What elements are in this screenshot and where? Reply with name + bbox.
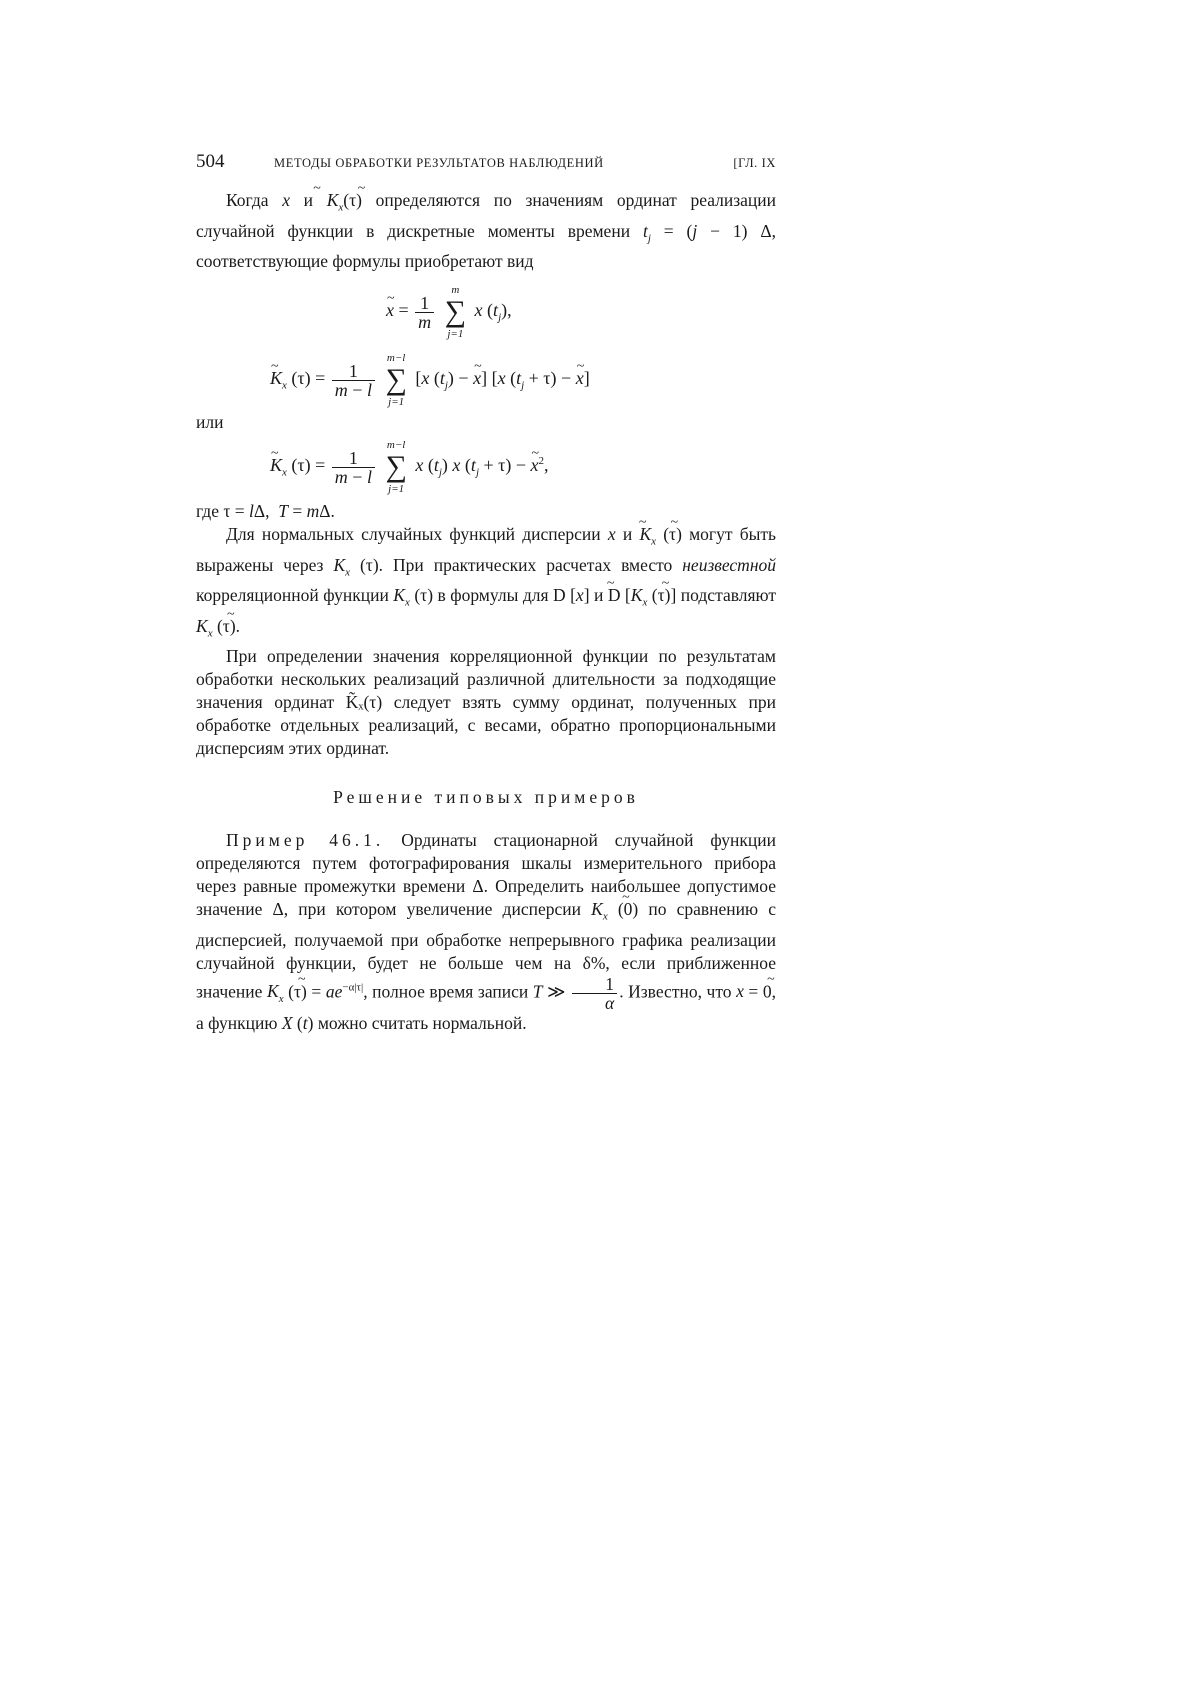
formula-correlation-2: ~ $K_x$ (τ) = $\frac{1}{m - l}$ m−l ∑ j=1 x $(t_j)$ x $(t_j + \tau)$ − ~ $x^2$, [196,434,776,500]
section-title: Решение типовых примеров [333,787,639,807]
paragraph-2: Для нормальных случайных функций дисперсии ~ x и ~ $K_x$ (τ) могут быть выражены через $K_x$ (τ). При практических расчетах вместо неизвестной корреляционной функции $K_x$ (τ) в формулы для D [~ x] и D [~ $K_x$ (τ)] подставляют ~ $K_x$ (τ). [196,523,776,645]
page-number: 504 [196,151,225,172]
example-46-1: Пример 46.1. Ординаты стационарной случайной функции определяются путем фотографирования шкалы измерительного прибора через равные промежутки времени Δ. Определить наибольшее допустимое значение Δ, при котором увеличение дисперсии ~ $K_x$ (0) по сравнению с дисперсией, получаемой при обработке непрерывного графика реализации случайной функции, будет не больше чем на δ%, если приближенное значение ~ $K_x$ $(\tau) = ae^{-\alpha|\tau|}$, полное время записи T ≫ $\frac{1}{\alpha}$ . Известно, что ~ x = 0, а функцию X (t) можно считать нормальной. [196,829,776,1035]
or-label: или [196,412,224,432]
formula-mean: ~ x = $\frac{1}{m}$ m ∑ j=1 x $(t_j)$, [196,273,776,339]
chapter-label: [ГЛ. IX [733,156,776,170]
formula-correlation-1: ~ $K_x$ (τ) = $\frac{1}{m - l}$ m−l ∑ j=1 [x $(t_j)$ − ~ x] [x $(t_j + \tau)$ − ~ x] [196,339,776,411]
book-page [196,150,776,1035]
paragraph-1: Когда ~ x и ~ $K_x(\tau)$ определяются по значениям ординат реализации случайной функции в дискретные моменты времени $t_j = (j - 1)$ Δ, соответствующие формулы приобретают вид [196,189,776,273]
where-line: где τ = lΔ, T = mΔ. [196,501,335,521]
example-label: Пример 46.1. [226,830,385,850]
page-header [196,150,776,175]
running-title: МЕТОДЫ ОБРАБОТКИ РЕЗУЛЬТАТОВ НАБЛЮДЕНИЙ [274,156,604,170]
paragraph-3: При определении значения корреляционной функции по результатам обработки нескольких реализаций различной длительности за подходящие значения ординат K̃ₓ(τ) следует взять сумму ординат, полученных при обработке отдельных реализаций, с весами, обратно пропорциональными дисперсиям этих ординат. [196,646,776,758]
